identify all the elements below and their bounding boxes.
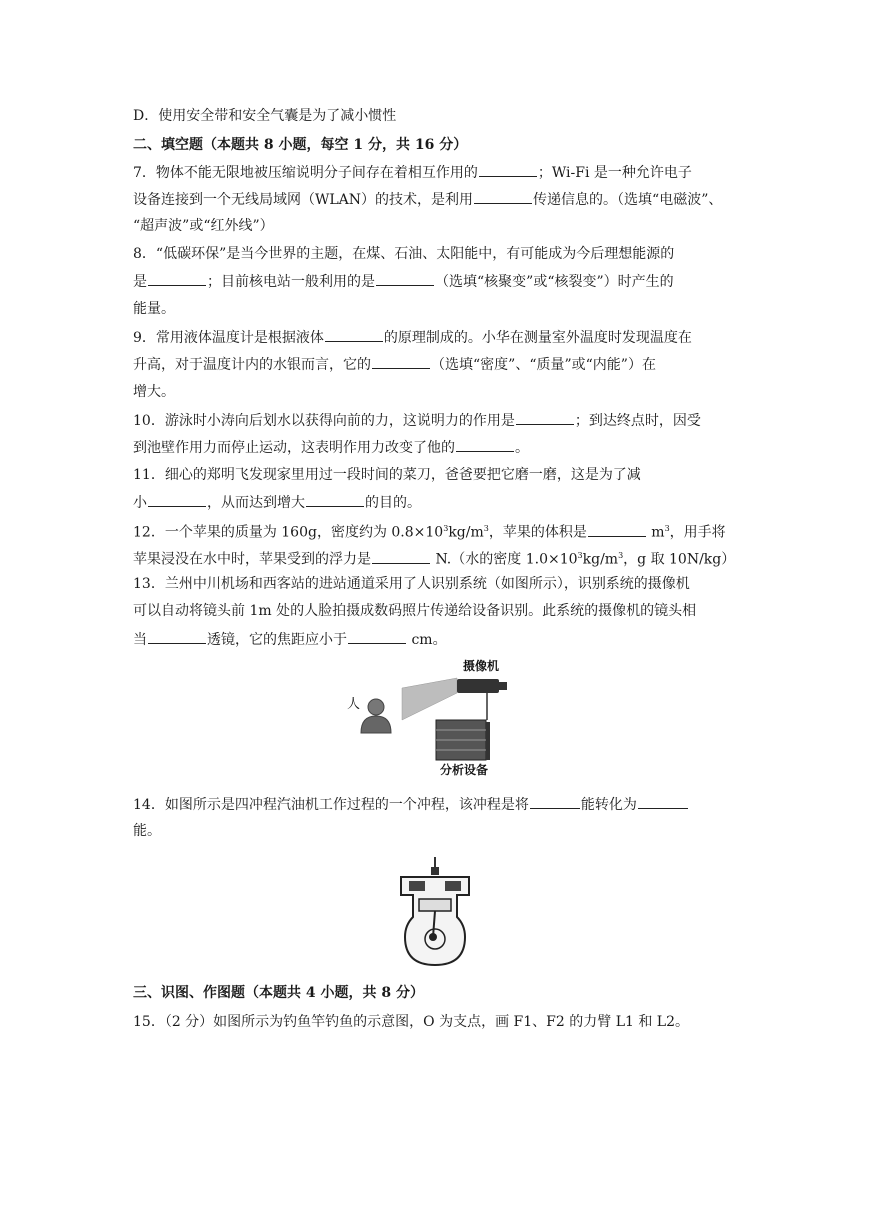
camera-icon [457, 679, 507, 693]
answer-blank[interactable] [456, 437, 514, 452]
engine-icon [401, 857, 469, 965]
q10-line1: 10．游泳时小涛向后划水以获得向前的力，这说明力的作用是 ；到达终点时，因受 [133, 410, 701, 431]
q12-line1: 12．一个苹果的质量为 160g，密度约为 $0.8\times 10^3kg/m^3$，苹果的体积是 $m^3$，用手将 [133, 519, 726, 543]
person-label: 人 [347, 696, 361, 711]
q7-line2: 设备连接到一个无线局域网（WLAN）的技术，是利用 传递信息的。（选填“电磁波”、 [133, 189, 722, 210]
answer-blank[interactable] [376, 271, 434, 286]
q8-line1: 8．“低碳环保”是当今世界的主题，在煤、石油、太阳能中，有可能成为今后理想能源的 [133, 246, 675, 262]
q11-line1: 11．细心的郑明飞发现家里用过一段时间的菜刀，爸爸要把它磨一磨，这是为了减 [133, 467, 641, 483]
option-d: D．使用安全带和安全气囊是为了减小惯性 [133, 108, 397, 124]
engine-figure [395, 855, 475, 970]
answer-blank[interactable] [588, 522, 646, 537]
answer-blank[interactable] [530, 794, 580, 809]
device-label: 分析设备 [440, 763, 489, 777]
q7-line1: 7．物体不能无限地被压缩说明分子间存在着相互作用的 ；Wi-Fi 是一种允许电子 [133, 162, 692, 183]
answer-blank[interactable] [479, 162, 537, 177]
answer-blank[interactable] [325, 327, 383, 342]
q13-line3: 当 透镜，它的焦距应小于 cm。 [133, 629, 447, 650]
answer-blank[interactable] [638, 794, 688, 809]
answer-blank[interactable] [372, 549, 430, 564]
camera-beam [402, 678, 457, 720]
q7-line3: “超声波”或“红外线”） [133, 218, 274, 234]
camera-label: 摄像机 [463, 659, 500, 673]
answer-blank[interactable] [148, 629, 206, 644]
server-icon [436, 720, 490, 760]
q14-line2: 能。 [133, 823, 161, 839]
q13-line1: 13．兰州中川机场和西客站的进站通道采用了人识别系统（如图所示），识别系统的摄像机 [133, 576, 690, 592]
q8-line2: 是 ；目前核电站一般利用的是 （选填“核聚变”或“核裂变”）时产生的 [133, 271, 674, 292]
section-3-title: 三、识图、作图题（本题共 4 小题，共 8 分） [133, 985, 424, 1001]
q9-line3: 增大。 [133, 384, 175, 400]
answer-blank[interactable] [306, 492, 364, 507]
q14-line1: 14．如图所示是四冲程汽油机工作过程的一个冲程，该冲程是将 能转化为 [133, 794, 689, 815]
answer-blank[interactable] [372, 354, 430, 369]
answer-blank[interactable] [148, 271, 206, 286]
q13-line2: 可以自动将镜头前 1m 处的人脸拍摄成数码照片传递给设备识别。此系统的摄像机的镜头相 [133, 603, 697, 619]
q12-line2: 苹果浸没在水中时，苹果受到的浮力是 N.（水的密度 $1.0\times 10^3kg/m^3$，g 取 10N/kg） [133, 546, 735, 570]
q11-line2: 小 ，从而达到增大 的目的。 [133, 492, 421, 513]
answer-blank[interactable] [474, 189, 532, 204]
q8-line3: 能量。 [133, 301, 175, 317]
face-recognition-figure [345, 658, 525, 780]
q9-line2: 升高，对于温度计内的水银而言，它的 （选填“密度”、“质量”或“内能”）在 [133, 354, 656, 375]
answer-blank[interactable] [516, 410, 574, 425]
section-2-title: 二、填空题（本题共 8 小题，每空 1 分，共 16 分） [133, 137, 468, 153]
q10-line2: 到池壁作用力而停止运动，这表明作用力改变了他的 。 [133, 437, 529, 458]
person-icon [361, 699, 391, 733]
answer-blank[interactable] [348, 629, 406, 644]
q15-line: 15．（2 分）如图所示为钓鱼竿钓鱼的示意图，O 为支点，画 F1、F2 的力臂 L1 和 L2。 [133, 1014, 689, 1030]
answer-blank[interactable] [148, 492, 206, 507]
q9-line1: 9．常用液体温度计是根据液体 的原理制成的。小华在测量室外温度时发现温度在 [133, 327, 692, 348]
